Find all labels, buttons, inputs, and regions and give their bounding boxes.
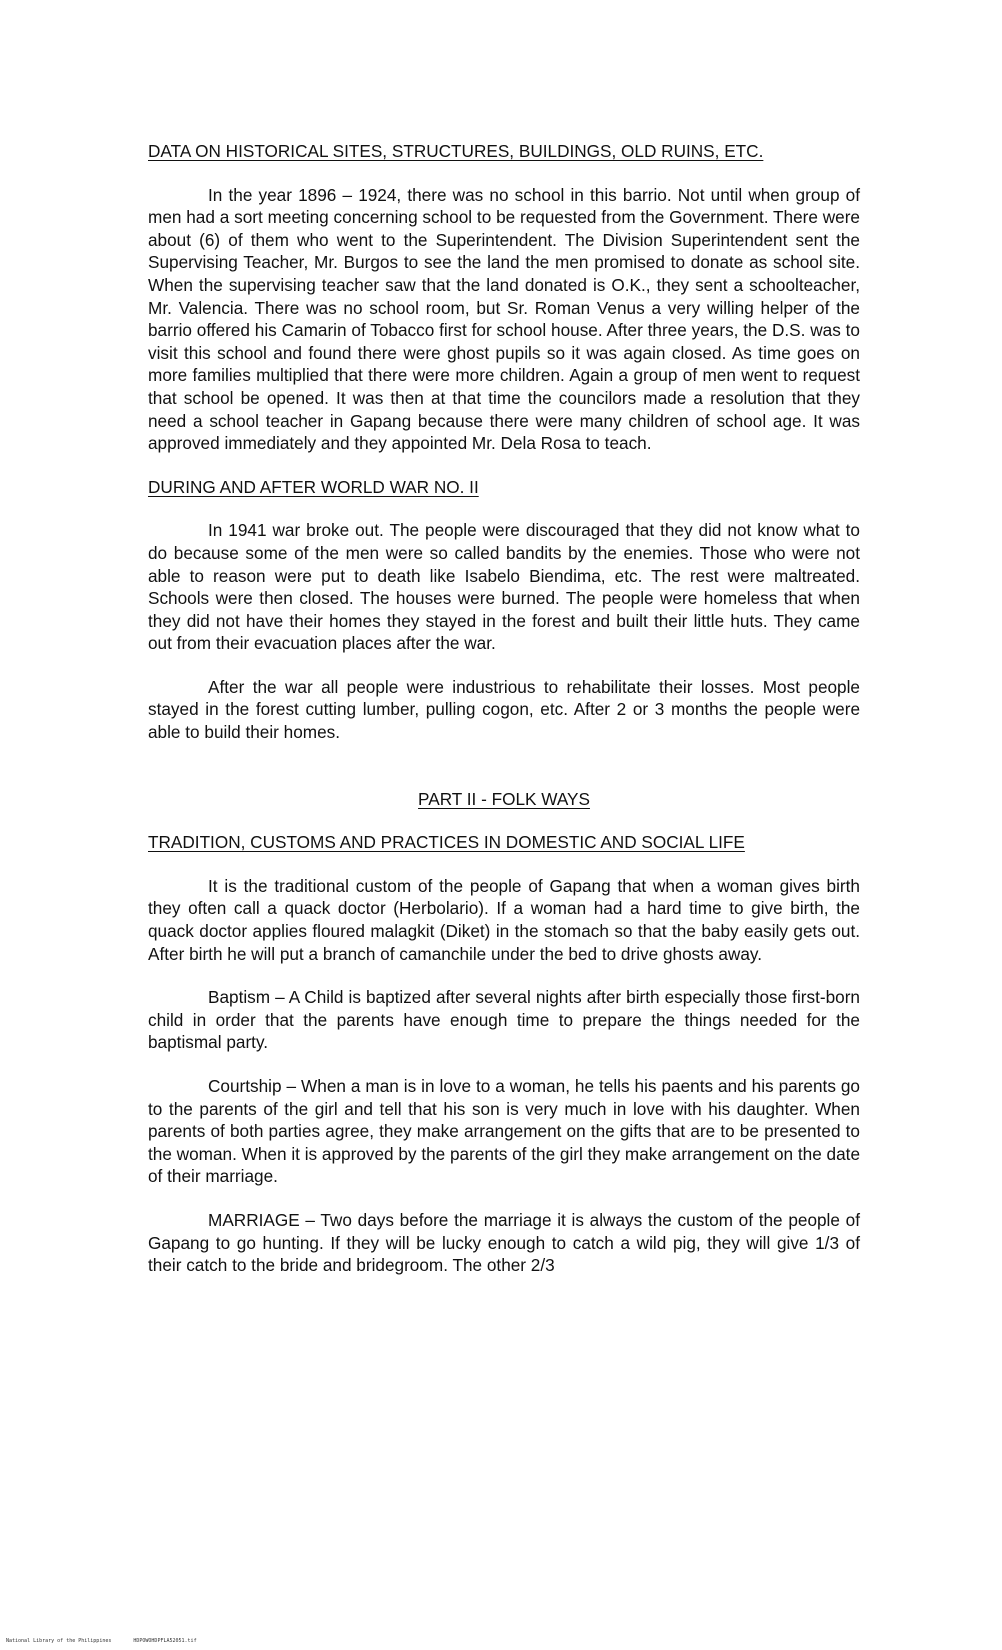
section-heading-historical-sites: DATA ON HISTORICAL SITES, STRUCTURES, BUILDINGS, OLD RUINS, ETC. xyxy=(148,141,764,161)
scan-footer xyxy=(6,1638,197,1644)
spacer xyxy=(148,965,860,986)
paragraph-marriage: MARRIAGE – Two days before the marriage it is always the custom of the people of Gapang to go hunting. If they will be lucky enough to catch a wild pig, they will give 1/3 of their catch to the bride and bridegroom. The other 2/3 xyxy=(148,1209,860,1276)
spacer xyxy=(148,1188,860,1209)
paragraph-courtship: Courtship – When a man is in love to a woman, he tells his paents and his parents go to the parents of the girl and tell that his son is very much in love with his daughter. When parents of both parties agree, they make arrangement on the gifts that are to be presented to the woman. When it is approved by the parents of the girl they make arrangement on the date of their marriage. xyxy=(148,1076,860,1187)
spacer xyxy=(148,498,860,519)
spacer xyxy=(148,810,860,831)
document-body xyxy=(148,140,860,1277)
section-heading-traditions: TRADITION, CUSTOMS AND PRACTICES IN DOMESTIC AND SOCIAL LIFE xyxy=(148,832,745,853)
footer-library-name: National Library of the Philippines xyxy=(6,1638,112,1644)
paragraph-after-war: After the war all people were industrious to rehabilitate their losses. Most people stayed in the forest cutting lumber, pulling cogon, etc. After 2 or 3 months the people were able to build their homes. xyxy=(148,676,860,743)
section-heading-world-war: DURING AND AFTER WORLD WAR NO. II xyxy=(148,476,479,497)
paragraph-school-history: In the year 1896 – 1924, there was no school in this barrio. Not until when group of men had a sort meeting concerning school to be requested from the Government. There were about (6) of them who went to the Superintendent. The Division Superintendent sent the Supervising Teacher, Mr. Burgos to see the land the men promised to donate as school site. When the supervising teacher saw that the land donated is O.K., they sent a schoolteacher, Mr. Valencia. There was no school room, but Sr. Roman Venus a very willing helper of the barrio offered his Camarin of Tobacco first for school house. After three years, the D.S. was to visit this school and found there were ghost pupils so it was again closed. As time goes on more families multiplied that there were more children. Again a group of men went to request that school be opened. It was then at that time the councilors made a resolution that they need a school teacher in Gapang because there were many children of school age. It was approved immediately and they appointed Mr. Dela Rosa to teach. xyxy=(148,184,860,454)
spacer xyxy=(148,1054,860,1075)
footer-file-code: HDPOWOHDPFLA52051.tif xyxy=(133,1638,197,1644)
part-title: PART II - FOLK WAYS xyxy=(418,788,590,809)
paragraph-baptism: Baptism – A Child is baptized after several nights after birth especially those first-born child in order that the parents have enough time to prepare the things needed for the baptismal party. xyxy=(148,987,860,1053)
paragraph-war-outbreak: In 1941 war broke out. The people were discouraged that they did not know what to do because some of the men were so called bandits by the enemies. Those who were not able to reason were put to death like Isabelo Biendima, etc. The rest were maltreated. Schools were then closed. The houses were burned. The people were homeless that when they did not have their homes they stayed in the forest and built their little huts. They came out from their evacuation places after the war. xyxy=(148,520,860,654)
spacer xyxy=(148,854,860,875)
paragraph-childbirth: It is the traditional custom of the people of Gapang that when a woman gives birth they often call a quack doctor (Herbolario). If a woman had a hard time to give birth, the quack doctor applies floured malagkit (Diket) in the stomach so that the baby easily gets out. After birth he will put a branch of camanchile under the bed to drive ghosts away. xyxy=(148,875,860,964)
spacer xyxy=(148,655,860,676)
spacer xyxy=(148,455,860,476)
spacer xyxy=(148,744,860,788)
spacer xyxy=(148,163,860,184)
